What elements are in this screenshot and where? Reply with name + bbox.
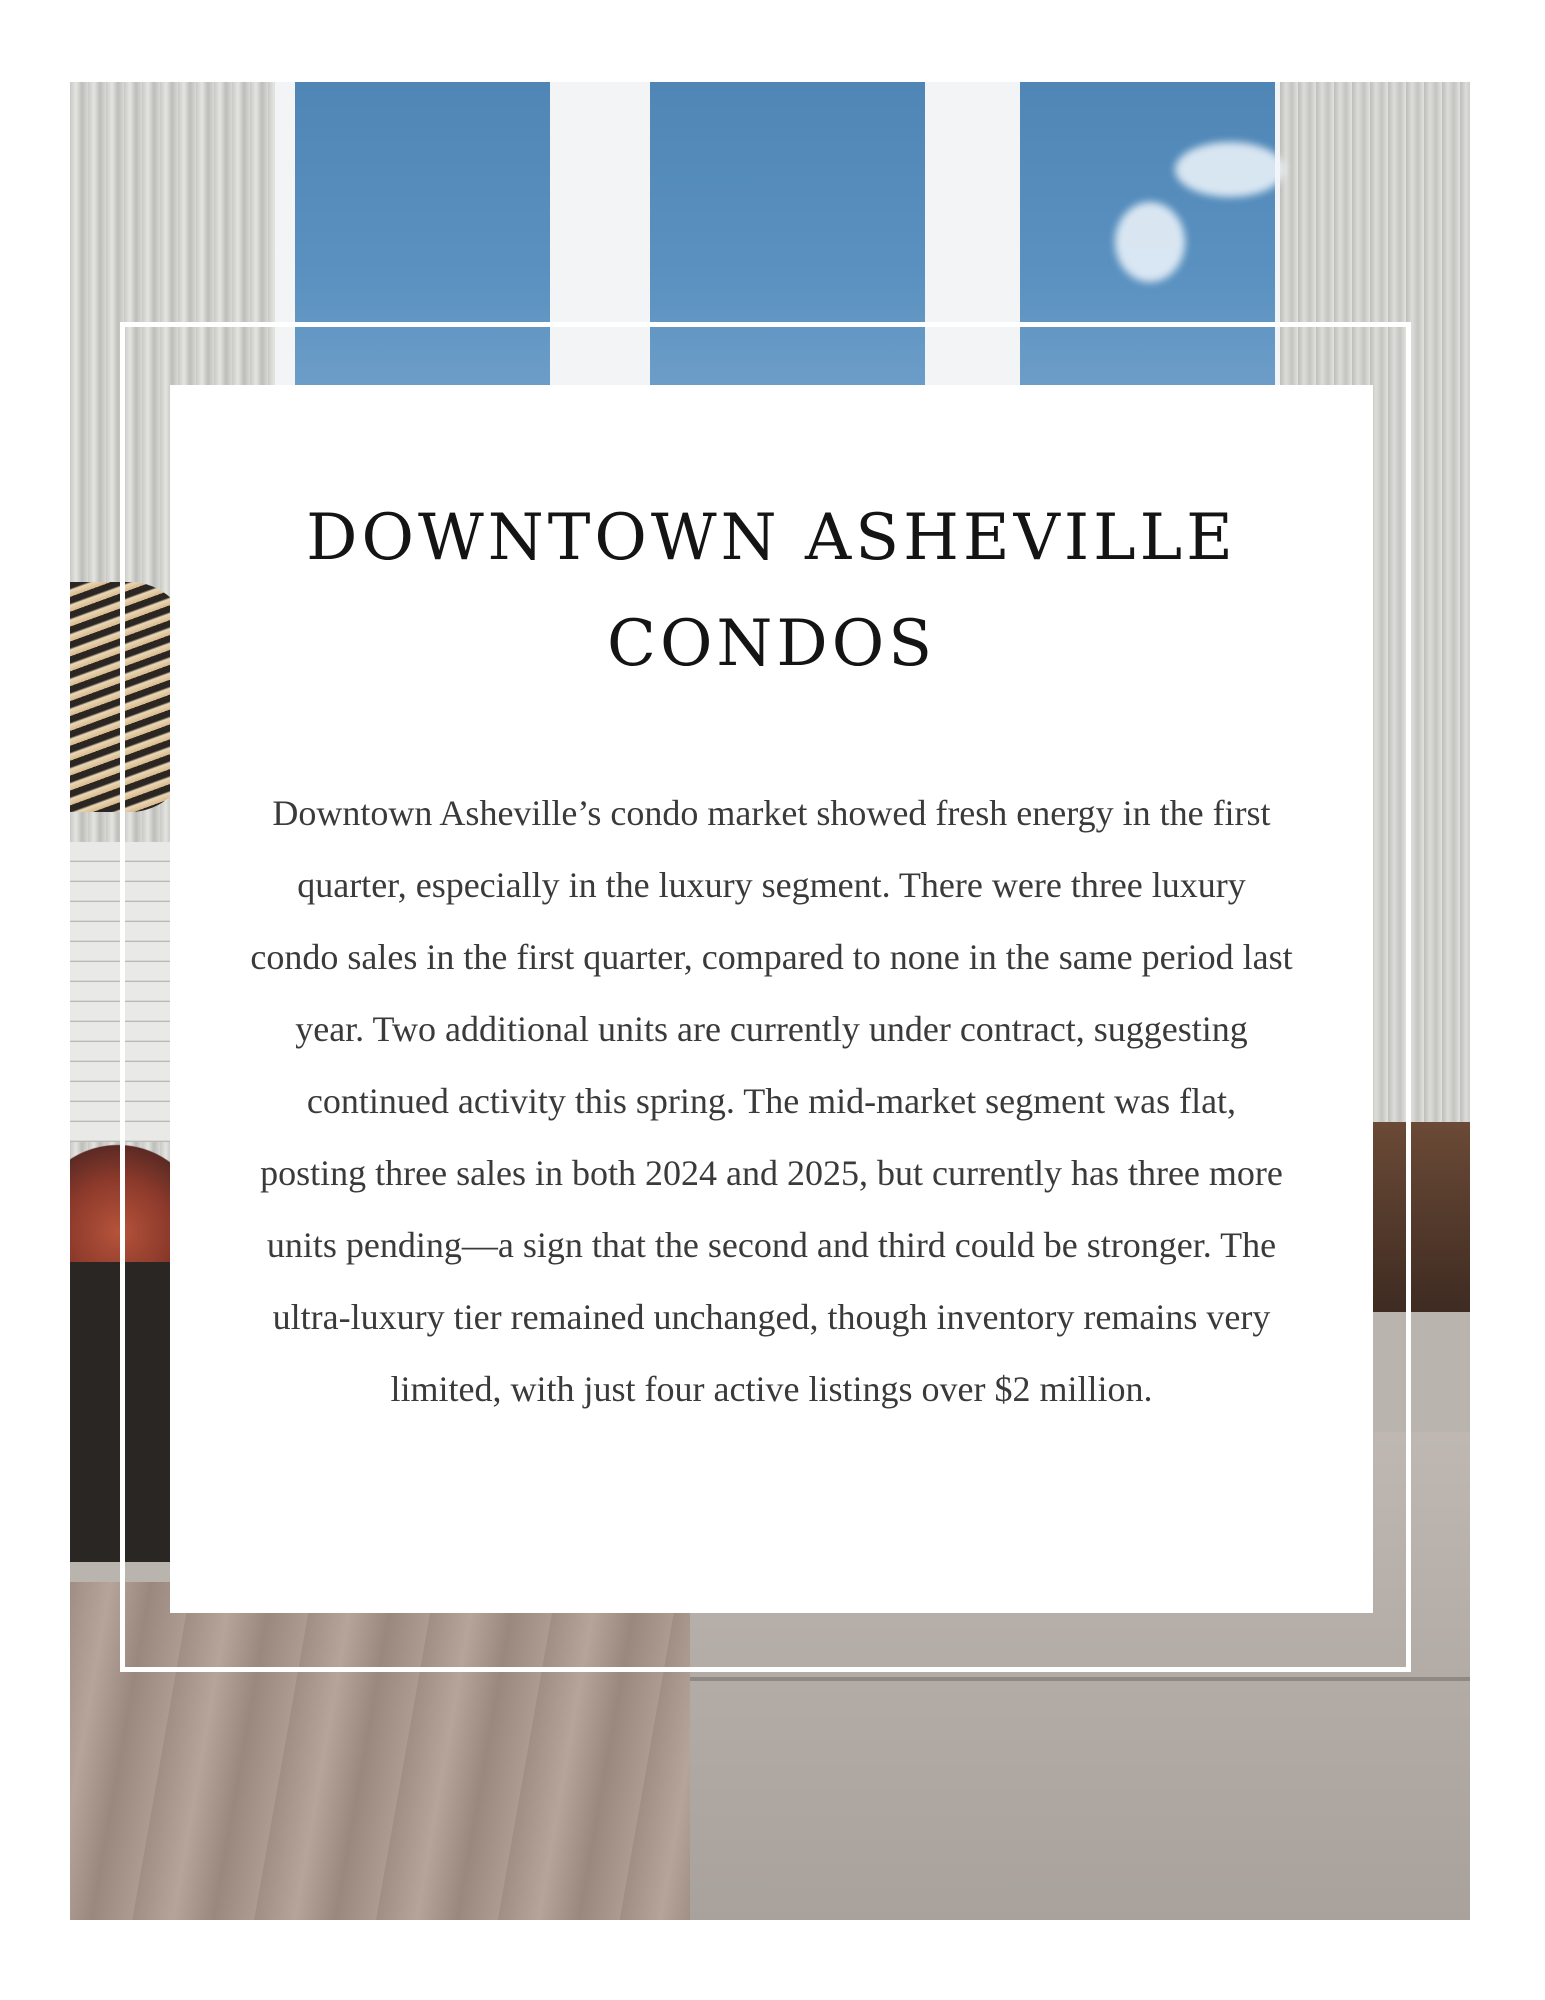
content-card (170, 385, 1373, 1613)
page-title (230, 485, 1313, 697)
sofa-seam (690, 1677, 1470, 1681)
cloud (1115, 202, 1185, 282)
title-line-1: DOWNTOWN ASHEVILLE (306, 501, 1237, 575)
cloud (1175, 142, 1285, 197)
title-line-2: CONDOS (606, 607, 937, 681)
market-summary-paragraph: Downtown Asheville’s condo market showed fresh energy in the first quarter, especially in the luxury segment. There were three luxury condo sales in the first quarter, compared to none in the same period last year. Two additional units are currently under contract, suggesting continued activity this spring. The mid-market segment was flat, posting three sales in both 2024 and 2025, but currently has three more units pending—a sign that the second and third could be stronger. The ultra-luxury tier remained unchanged, though inventory remains very limited, with just four active listings over $2 million. (250, 793, 1293, 1409)
